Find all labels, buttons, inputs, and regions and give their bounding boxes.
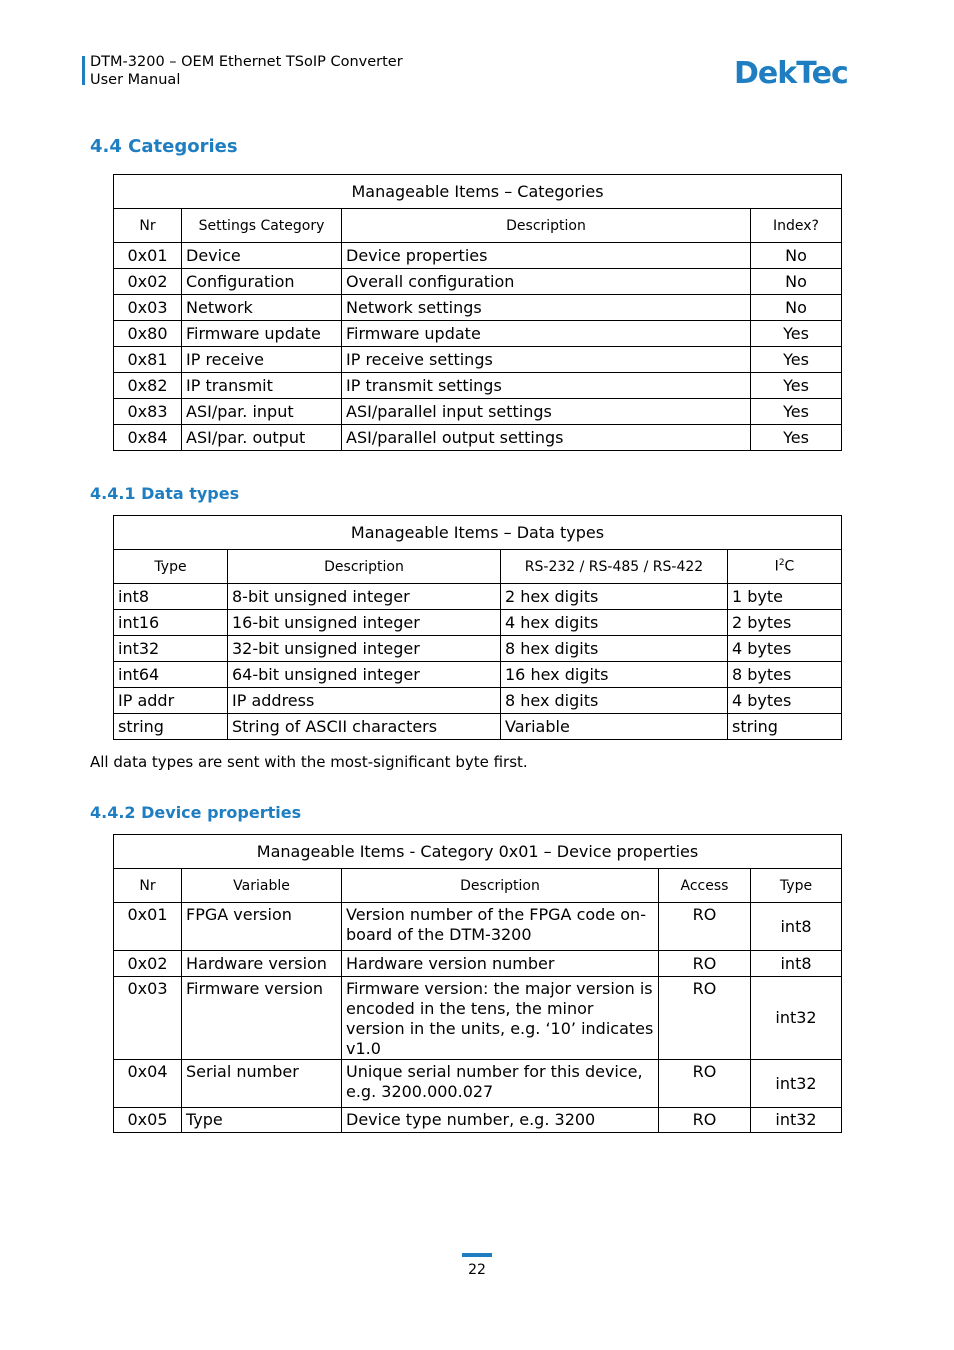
- table-row: [114, 425, 842, 451]
- column-header: Variable: [182, 869, 342, 903]
- table-row: [114, 951, 842, 977]
- cell-variable: FPGA version: [182, 903, 342, 951]
- column-header-i2c: $I^2C$: [728, 550, 842, 584]
- cell-type: int32: [751, 1108, 842, 1133]
- cell-nr: 0x04: [114, 1060, 182, 1108]
- cell-type: int32: [751, 1060, 842, 1108]
- cell-type: int32: [114, 636, 228, 662]
- cell-serial: 2 hex digits: [501, 584, 728, 610]
- cell-nr: 0x81: [114, 347, 182, 373]
- document-header: [90, 53, 403, 89]
- cell-category: Configuration: [182, 269, 342, 295]
- cell-category: ASI/par. input: [182, 399, 342, 425]
- cell-description: 8-bit unsigned integer: [228, 584, 501, 610]
- cell-description: String of ASCII characters: [228, 714, 501, 740]
- cell-category: IP receive: [182, 347, 342, 373]
- cell-type: int64: [114, 662, 228, 688]
- byte-order-note: All data types are sent with the most-significant byte first.: [90, 753, 528, 771]
- column-header: Description: [342, 209, 751, 243]
- cell-description: Device type number, e.g. 3200: [342, 1108, 659, 1133]
- cell-i2c: 4 bytes: [728, 688, 842, 714]
- cell-type: int8: [751, 903, 842, 951]
- table-row: [114, 1060, 842, 1108]
- cell-nr: 0x84: [114, 425, 182, 451]
- cell-access: RO: [659, 903, 751, 951]
- cell-nr: 0x02: [114, 269, 182, 295]
- cell-description: IP receive settings: [342, 347, 751, 373]
- logo-text: DekTec: [734, 56, 848, 88]
- cell-access: RO: [659, 951, 751, 977]
- table-row: [114, 636, 842, 662]
- cell-variable: Firmware version: [182, 977, 342, 1060]
- cell-nr: 0x03: [114, 295, 182, 321]
- cell-description: IP transmit settings: [342, 373, 751, 399]
- table-row: [114, 321, 842, 347]
- cell-category: ASI/par. output: [182, 425, 342, 451]
- table-row: [114, 662, 842, 688]
- table-caption: Manageable Items - Category 0x01 – Device properties: [114, 835, 842, 869]
- cell-type: int16: [114, 610, 228, 636]
- column-header: Settings Category: [182, 209, 342, 243]
- table-row: [114, 373, 842, 399]
- cell-index: No: [751, 243, 842, 269]
- cell-description: Firmware update: [342, 321, 751, 347]
- cell-description: Firmware version: the major version is encoded in the tens, the minor version in the units, e.g. ‘10’ indicates v1.0: [342, 977, 659, 1060]
- cell-i2c: 2 bytes: [728, 610, 842, 636]
- section-heading-categories: 4.4 Categories: [90, 136, 238, 157]
- column-header: Index?: [751, 209, 842, 243]
- column-header: Description: [228, 550, 501, 584]
- dektec-logo: [734, 56, 864, 88]
- cell-variable: Serial number: [182, 1060, 342, 1108]
- table-row: [114, 243, 842, 269]
- cell-index: No: [751, 269, 842, 295]
- document-title: DTM-3200 – OEM Ethernet TSoIP Converter: [90, 54, 403, 70]
- cell-description: ASI/parallel input settings: [342, 399, 751, 425]
- cell-description: Hardware version number: [342, 951, 659, 977]
- column-header: Type: [751, 869, 842, 903]
- cell-description: Device properties: [342, 243, 751, 269]
- table-row: [114, 584, 842, 610]
- table-caption: Manageable Items – Categories: [114, 175, 842, 209]
- categories-table: [113, 174, 842, 451]
- table-row: [114, 347, 842, 373]
- cell-variable: Hardware version: [182, 951, 342, 977]
- cell-i2c: 8 bytes: [728, 662, 842, 688]
- cell-category: Firmware update: [182, 321, 342, 347]
- cell-description: 64-bit unsigned integer: [228, 662, 501, 688]
- cell-i2c: 4 bytes: [728, 636, 842, 662]
- cell-index: Yes: [751, 399, 842, 425]
- table-caption: Manageable Items – Data types: [114, 516, 842, 550]
- table-row: [114, 610, 842, 636]
- cell-type: int32: [751, 977, 842, 1060]
- cell-nr: 0x82: [114, 373, 182, 399]
- section-heading-data-types: 4.4.1 Data types: [90, 484, 240, 503]
- cell-serial: 16 hex digits: [501, 662, 728, 688]
- cell-description: Unique serial number for this device, e.g. 3200.000.027: [342, 1060, 659, 1108]
- cell-i2c: 1 byte: [728, 584, 842, 610]
- cell-index: Yes: [751, 347, 842, 373]
- cell-type: int8: [751, 951, 842, 977]
- device-properties-table: [113, 834, 842, 1133]
- cell-type: IP addr: [114, 688, 228, 714]
- cell-nr: 0x01: [114, 243, 182, 269]
- table-row: [114, 1108, 842, 1133]
- column-header: Nr: [114, 209, 182, 243]
- cell-serial: 8 hex digits: [501, 636, 728, 662]
- table-row: [114, 714, 842, 740]
- column-header: Nr: [114, 869, 182, 903]
- cell-category: Network: [182, 295, 342, 321]
- cell-serial: Variable: [501, 714, 728, 740]
- cell-nr: 0x03: [114, 977, 182, 1060]
- cell-index: No: [751, 295, 842, 321]
- header-accent-bar: [82, 56, 85, 85]
- cell-access: RO: [659, 977, 751, 1060]
- table-row: [114, 295, 842, 321]
- column-header: Access: [659, 869, 751, 903]
- cell-description: Network settings: [342, 295, 751, 321]
- page-number: 22: [468, 1262, 486, 1278]
- cell-index: Yes: [751, 425, 842, 451]
- document-subtitle: User Manual: [90, 72, 181, 88]
- cell-type: string: [114, 714, 228, 740]
- column-header: Description: [342, 869, 659, 903]
- page-number-bar: [462, 1253, 492, 1257]
- cell-description: 32-bit unsigned integer: [228, 636, 501, 662]
- table-row: [114, 903, 842, 951]
- cell-variable: Type: [182, 1108, 342, 1133]
- cell-description: Version number of the FPGA code on-board of the DTM-3200: [342, 903, 659, 951]
- cell-index: Yes: [751, 321, 842, 347]
- table-row: [114, 399, 842, 425]
- table-row: [114, 977, 842, 1060]
- cell-access: RO: [659, 1060, 751, 1108]
- cell-nr: 0x80: [114, 321, 182, 347]
- cell-index: Yes: [751, 373, 842, 399]
- table-row: [114, 269, 842, 295]
- cell-nr: 0x05: [114, 1108, 182, 1133]
- table-row: [114, 688, 842, 714]
- cell-nr: 0x01: [114, 903, 182, 951]
- cell-category: Device: [182, 243, 342, 269]
- cell-nr: 0x83: [114, 399, 182, 425]
- section-heading-device-properties: 4.4.2 Device properties: [90, 803, 302, 822]
- cell-description: 16-bit unsigned integer: [228, 610, 501, 636]
- cell-access: RO: [659, 1108, 751, 1133]
- column-header: RS-232 / RS-485 / RS-422: [501, 550, 728, 584]
- cell-i2c: string: [728, 714, 842, 740]
- data-types-table: [113, 515, 842, 740]
- cell-serial: 4 hex digits: [501, 610, 728, 636]
- cell-description: Overall configuration: [342, 269, 751, 295]
- cell-category: IP transmit: [182, 373, 342, 399]
- cell-description: ASI/parallel output settings: [342, 425, 751, 451]
- cell-type: int8: [114, 584, 228, 610]
- column-header: Type: [114, 550, 228, 584]
- cell-nr: 0x02: [114, 951, 182, 977]
- cell-description: IP address: [228, 688, 501, 714]
- cell-serial: 8 hex digits: [501, 688, 728, 714]
